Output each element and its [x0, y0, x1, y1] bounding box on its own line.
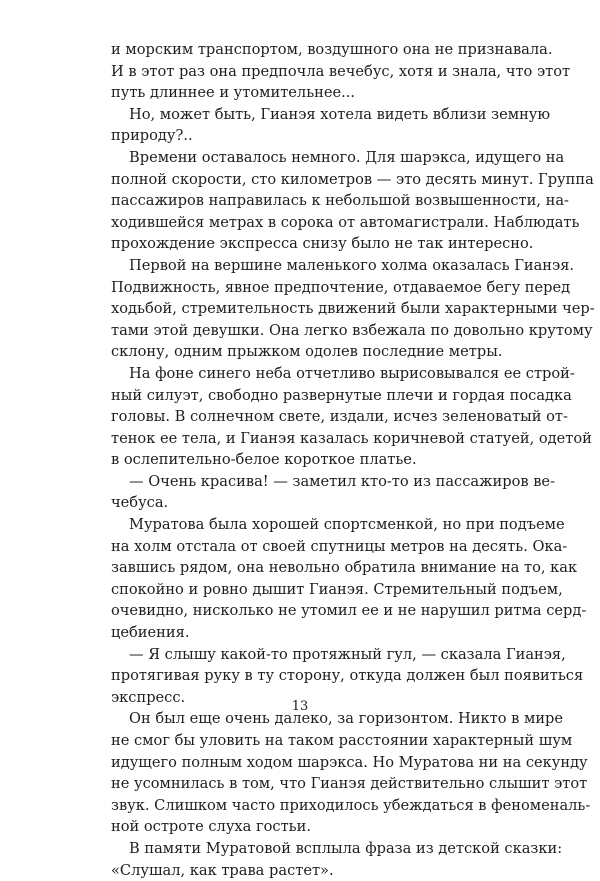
- text-line: цебиения.: [111, 624, 190, 642]
- text-line: прохождение экспресса снизу было не так интересно.: [111, 235, 534, 253]
- text-line: Подвижность, явное предпочтение, отдаваемое бегу перед: [111, 278, 571, 296]
- text-line: пассажиров направилась к небольшой возвышенности, на-: [111, 192, 569, 210]
- text-line: звук. Слишком часто приходилось убеждаться в феноменаль-: [111, 796, 591, 814]
- text-line: не смог бы уловить на таком расстоянии характерный шум: [111, 732, 573, 749]
- text-line: в ослепительно-белое короткое платье.: [111, 451, 417, 469]
- text-line: природу?..: [111, 127, 193, 145]
- text-line: В памяти Муратовой всплыла фраза из детской сказки:: [129, 839, 563, 857]
- text-line: тенок ее тела, и Гианэя казалась коричневой статуей, одетой: [111, 429, 592, 447]
- text-line: идущего полным ходом шарэкса. Но Муратова ни на секунду: [111, 753, 588, 771]
- text-line: очевидно, нисколько не утомил ее и не нарушил ритма серд-: [111, 602, 587, 620]
- text-line: Времени оставалось немного. Для шарэкса, идущего на: [129, 148, 565, 166]
- text-line: путь длиннее и утомительнее...: [111, 84, 356, 102]
- paragraph: [111, 708, 591, 838]
- paragraph: [111, 514, 587, 644]
- text-line: «Слушал, как трава растет».: [111, 861, 334, 879]
- text-line: чебуса.: [111, 494, 169, 512]
- text-line: И в этот раз она предпочла вечебус, хотя и знала, что этот: [111, 62, 571, 80]
- text-line: головы. В солнечном свете, издали, исчез зеленоватый от-: [111, 408, 568, 426]
- text-line: Первой на вершине маленького холма оказалась Гианэя.: [129, 256, 575, 274]
- text-line: На фоне синего неба отчетливо вырисовывался ее строй-: [129, 364, 575, 382]
- body-text: [111, 39, 595, 881]
- text-line: тами этой девушки. Она легко взбежала по довольно крутому: [111, 321, 593, 339]
- page-number: 13: [291, 699, 309, 714]
- paragraph: [111, 39, 571, 104]
- text-line: на холм отстала от своей спутницы метров на десять. Ока-: [111, 537, 568, 555]
- text-line: — Я слышу какой-то протяжный гул, — сказала Гианэя,: [129, 645, 566, 663]
- text-line: ной остроте слуха гостьи.: [111, 818, 311, 836]
- paragraph: [111, 838, 563, 881]
- text-line: и морским транспортом, воздушного она не признавала.: [111, 41, 553, 58]
- text-line: Муратова была хорошей спортсменкой, но при подъеме: [129, 516, 565, 534]
- text-line: Но, может быть, Гианэя хотела видеть вблизи земную: [129, 105, 551, 123]
- text-line: ный силуэт, свободно развернутые плечи и гордая посадка: [111, 386, 572, 404]
- text-line: склону, одним прыжком одолев последние метры.: [111, 343, 503, 361]
- text-line: экспресс.: [111, 688, 186, 706]
- paragraph: [111, 363, 592, 471]
- paragraph: [111, 147, 594, 255]
- paragraph: [111, 255, 595, 363]
- text-line: полной скорости, сто километров — это десять минут. Группа: [111, 170, 594, 188]
- text-line: ходьбой, стремительность движений были характерными чер-: [111, 300, 595, 318]
- paragraph: [111, 104, 551, 147]
- paragraph: [111, 471, 555, 514]
- text-line: не усомнилась в том, что Гианэя действительно слышит этот: [111, 775, 588, 793]
- text-line: протягивая руку в ту сторону, откуда должен был появиться: [111, 667, 584, 685]
- text-line: ходившейся метрах в сорока от автомагистрали. Наблюдать: [111, 213, 580, 231]
- text-line: спокойно и ровно дышит Гианэя. Стремительный подъем,: [111, 580, 563, 598]
- text-line: — Очень красива! — заметил кто-то из пассажиров ве-: [129, 472, 555, 490]
- text-line: Он был еще очень далеко, за горизонтом. Никто в мире: [129, 710, 564, 728]
- text-line: завшись рядом, она невольно обратила внимание на то, как: [111, 559, 578, 577]
